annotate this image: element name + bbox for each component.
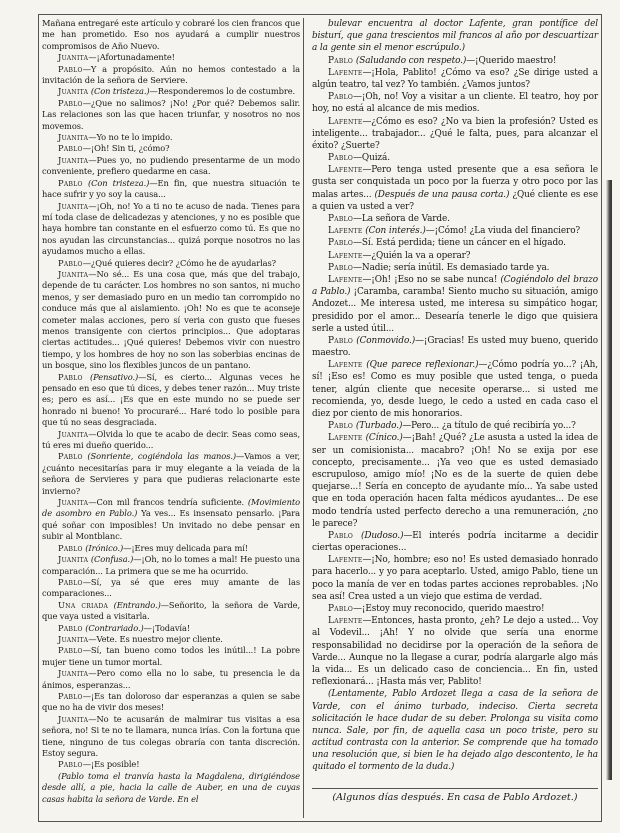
dialogue-text: —Vete. Es nuestro mejor cliente. <box>88 633 223 644</box>
speaker-name: Juanita <box>58 633 89 644</box>
dialogue-text: —Pues yo, no pudiendo presentarme de un modo conveniente, prefiero quedarme en casa. <box>42 154 300 177</box>
speaker-name: Pablo <box>328 421 354 432</box>
speaker-name: Pablo <box>328 92 354 103</box>
dialogue-line <box>42 132 300 143</box>
dialogue-text: —¡No, hombre; eso no! Es usted demasiado honrado para hacerlo... y yo para aceptarlo. Usted, amigo Pablo, tiene un poco la manía de ver en todas partes acciones reprobables. ¡No sea así! Crea usted a un viejo que estima de verdad. <box>312 555 598 602</box>
dialogue-line <box>42 451 300 497</box>
right-column <box>312 18 598 774</box>
dialogue-text: —Pero como ella no lo sabe, tu presencia le da ánimos, esperanzas... <box>42 668 300 690</box>
dialogue-text: —Pero tenga usted presente que a esa señora le gusta ser conquistada un poco por la fuerza y otro poco por las malas artes... <box>312 165 598 200</box>
dialogue-line <box>312 554 598 603</box>
dialogue-line <box>42 86 300 97</box>
speaker-name: Pablo <box>58 257 83 268</box>
speaker-name: Lafente <box>328 67 363 78</box>
dialogue-line <box>42 258 300 269</box>
footer-stage-direction: (Algunos días después. En casa de Pablo Ardozet.) <box>332 792 578 803</box>
dialogue-text: —Y a propósito. Aún no hemos contestado a la invitación de la señora de Serviere. <box>42 63 300 86</box>
dialogue-text: —El interés podría incitarme a decidir ciertas operaciones... <box>312 530 598 554</box>
dialogue-text: —¡Oh, no! Yo a ti no te acuso de nada. Tienes para mí toda clase de delicadezas y atenciones, y no es posible que haya hombre tan constante en el esfuerzo como tú. Es que no nos ayudan las circunstancias... quizá porque nosotros no las ayudamos mucho a ellas. <box>42 200 300 257</box>
paragraph: Mañana entregaré este artículo y cobraré los cien francos que me han prometido. Eso nos ayudará a cumplir nuestros compromisos de Año Nuevo. <box>42 18 300 51</box>
dialogue-text: —Sí, tan bueno como todos les inútil...! La pobre mujer tiene un tumor mortal. <box>42 645 300 667</box>
dialogue-line <box>312 164 598 213</box>
dialogue-line <box>42 577 300 600</box>
speaker-name: Juanita <box>58 428 89 439</box>
dialogue-line <box>312 432 598 530</box>
dialogue-text: —¿Cómo podría yo...? ¡Ah, sí! ¡Eso es! Como es muy posible que usted tenga, o pueda tener, algún cliente que necesite operarse... si usted me recomienda, yo, desde luego, le cedo a usted en cada caso el diez por ciento de mis honorarios. <box>312 360 598 419</box>
dialogue-text: —¡Bah! ¿Qué? ¿Le asusta a usted la idea de ser un comisionista... macabro? ¡Oh! No se exija por ese concepto, precisamente... ¡Ya veo que es usted demasiado escrupuloso, amigo mío! ¡No es de la suerte de quien debe quejarse...! Sería en concepto de ayudante mío... Ya sabe usted que en toda operación hacen falta médicos ayudantes... De ese modo tendría usted perfecto derecho a una remuneración, ¿no le parece? <box>312 433 598 529</box>
dialogue-text: —¿Quién la va a operar? <box>362 250 471 261</box>
dialogue-text: —La señora de Varde. <box>353 214 450 224</box>
dialogue-line <box>42 429 300 452</box>
dialogue-line <box>42 64 300 87</box>
speaker-name: Juanita <box>58 554 89 565</box>
stage-note: (Conmovido.) <box>356 335 416 346</box>
speaker-name: Lafente <box>328 165 363 176</box>
stage-note: (Sonriente, cogiéndola las manos.) <box>87 451 237 462</box>
dialogue-line <box>42 497 300 543</box>
dialogue-text: —En fin, que nuestra situación te hace sufrir y yo soy la causa... <box>42 177 300 200</box>
speaker-name: Juanita <box>58 668 89 679</box>
speaker-name: Pablo <box>58 63 83 74</box>
dialogue-line <box>42 600 300 623</box>
speaker-name: Pablo <box>58 690 83 701</box>
speaker-name: Pablo <box>58 177 83 188</box>
stage-direction: bulevar encuentra al doctor Lafente, gran pontífice del bisturí, que gana trescientos mil francos al año por descuartizar a la gente sin el menor escrúpulo.) <box>312 19 598 54</box>
speaker-name: Pablo <box>58 645 83 656</box>
stage-note: (Que parece reflexionar.) <box>366 360 479 371</box>
dialogue-line <box>312 262 598 274</box>
dialogue-text: —¡Hola, Pablito! ¿Cómo va eso? ¿Se dirige usted a algún teatro, tal vez? Yo también. ¿Vamos juntos? <box>312 67 598 90</box>
dialogue-text: —Olvida lo que te acabo de decir. Seas como seas, tú eres mi dueño querido... <box>42 428 300 451</box>
speaker-name: Pablo <box>328 238 354 249</box>
stage-note: (Pensativo.) <box>90 371 139 382</box>
dialogue-text: —Pero... ¿a título de qué recibiría yo...? <box>402 421 576 432</box>
dialogue-line <box>42 155 300 178</box>
dialogue-text: —¡Gracias! Es usted muy bueno, querido maestro. <box>312 335 598 359</box>
speaker-name: Juanita <box>58 497 89 508</box>
dialogue-line <box>42 178 300 201</box>
stage-note: (Con tristeza.) <box>90 86 150 97</box>
dialogue-line <box>42 623 300 634</box>
dialogue-text: —Sí. Está perdida; tiene un cáncer en el hígado. <box>353 238 566 249</box>
stage-note: (Con interés.) <box>365 226 426 237</box>
stage-note: (Confusa.) <box>90 554 134 565</box>
dialogue-text: —Quizá. <box>353 153 390 164</box>
speaker-name: Pablo <box>328 214 354 224</box>
dialogue-line <box>312 603 598 615</box>
dialogue-text: —Con mil francos tendría suficiente. <box>88 497 248 508</box>
speaker-name: Pablo <box>58 97 83 108</box>
speaker-name: Pablo <box>58 451 83 462</box>
speaker-name: Pablo <box>328 55 354 66</box>
dialogue-text: —¡Oh! ¡Eso no se sabe nunca! <box>362 274 501 285</box>
dialogue-line <box>312 420 598 432</box>
speaker-name: Lafente <box>328 274 363 285</box>
speaker-name: Pablo <box>328 335 354 346</box>
dialogue-line <box>312 335 598 359</box>
dialogue-text: —¡Oh, no lo tomes a mal! He puesto una comparación... La primera que se me ha ocurrido. <box>42 554 300 576</box>
dialogue-line <box>312 116 598 153</box>
dialogue-text: —¡Oh! Sin ti, ¿cómo? <box>82 143 170 154</box>
dialogue-text: —¡Es tan doloroso dar esperanzas a quien se sabe que no ha de vivir dos meses! <box>42 690 300 713</box>
dialogue-text: —¡Eres muy delicada para mí! <box>123 542 248 553</box>
speaker-name: Juanita <box>58 154 89 165</box>
stage-direction: (Lentamente, Pablo Ardozet llega a casa de la señora de Varde, con el ánimo turbado, indeciso. Cierta secreta solicitación le hace dudar de su deber. Prolonga su visita como nunca. Sale, por fin, de aquella casa un poco triste, pero su actitud contrasta con la anterior. Se comprende que ha tomado una resolución que, si bien le ha dejado algo descontento, le ha quitado el tormento de la duda.) <box>312 689 598 773</box>
speaker-name: Pablo <box>58 371 83 382</box>
dialogue-line <box>312 225 598 237</box>
dialogue-line <box>312 274 598 335</box>
dialogue-text: —Responderemos lo de costumbre. <box>149 86 296 97</box>
dialogue-line <box>42 554 300 577</box>
speaker-name: Lafente <box>328 555 363 566</box>
speaker-name: Lafente <box>328 226 363 237</box>
speaker-name: Pablo <box>58 576 83 587</box>
dialogue-line <box>42 201 300 258</box>
dialogue-line <box>312 359 598 420</box>
dialogue-line <box>42 52 300 63</box>
dialogue-line <box>312 91 598 115</box>
dialogue-text: —¡Es posible! <box>82 759 140 770</box>
speaker-name: Juanita <box>58 713 89 724</box>
dialogue-line <box>42 98 300 132</box>
dialogue-text: —¿Que no salimos? ¡No! ¿Por qué? Debemos salir. Las relaciones son las que hacen triunfar, y nosotros no nos movemos. <box>42 97 300 131</box>
dialogue-text: ¿Qué cliente es ese a quien va usted a ver? <box>312 189 598 212</box>
speaker-name: Pablo <box>328 604 354 614</box>
dialogue-text: —Sí, ya sé que eres muy amante de las comparaciones... <box>42 576 300 599</box>
speaker-name: Lafente <box>328 116 363 127</box>
speaker-name: Pablo <box>58 143 83 154</box>
dialogue-line <box>42 143 300 154</box>
stage-note: (Cínico.) <box>365 433 403 444</box>
stage-note: (Entrando.) <box>113 599 161 610</box>
stage-note: (Dudoso.) <box>360 530 404 541</box>
stage-direction: (Pablo toma el tranvía hasta la Magdalena, dirigiéndose desde allí, a pie, hacia la calle de Auber, en una de cuyas casas habita la señora de Varde. En el <box>42 770 300 804</box>
stage-note: (Turbado.) <box>355 421 403 432</box>
dialogue-text: —Yo no te lo impido. <box>88 132 173 143</box>
dialogue-text: —No sé... Es una cosa que, más que del trabajo, depende de tu carácter. Los hombres no son santos, ni mucho menos, y ser demasiado puro en un medio tan corrompido no conduce más que al aislamiento. ¡Oh! No es que te aconseje cometer malas acciones, pero sí veria con gusto que fueses menos transigente con ciertos principios... Que adoptaras ciertas actitudes... ¡Qué quieres! Debemos vivir con nuestro tiempo, y los hombres de hoy no son las soberbias encinas de un bosque, sino los flexibles juncos de un pantano. <box>42 268 300 371</box>
dialogue-text: ¡Caramba, caramba! Siento mucho su situación, amigo Andozet... Me interesa usted, me interesa su simpático hogar, presidido por el amor... Desearía tenerle le digo que quisiera serle a usted útil... <box>312 287 598 334</box>
speaker-name: Pablo <box>58 759 83 770</box>
stage-note: (Movimiento de asombro en Pablo.) <box>42 497 300 519</box>
dialogue-line <box>312 530 598 554</box>
dialogue-text: —¡Oh, no! Voy a visitar a un cliente. El teatro, hoy por hoy, no está al alcance de mis medios. <box>312 92 598 115</box>
stage-note: (Contrariado.) <box>85 622 144 633</box>
speaker-name: Pablo <box>328 262 354 273</box>
dialogue-line <box>42 759 300 770</box>
speaker-name: Pablo <box>328 530 354 541</box>
dialogue-line <box>312 213 598 225</box>
speaker-name: Juanita <box>58 86 89 97</box>
dialogue-line <box>312 67 598 91</box>
dialogue-text: —¡Estoy muy reconocido, querido maestro! <box>353 604 545 614</box>
stage-note: (Después de una pausa corta.) <box>374 189 510 200</box>
speaker-name: Juanita <box>58 268 89 279</box>
dialogue-text: Ya ves... Es insensato pensarlo. ¡Para qué soñar con imposibles! Un invitado no debe pensar en subir al Montblanc. <box>42 508 300 542</box>
dialogue-text: —Señorito, la señora de Varde, que vaya usted a visitarla. <box>42 599 301 622</box>
dialogue-text: —Vamos a ver, ¿cuánto necesitarías para ir muy elegante a la veiada de la señora de Servieres y para que pudieras relacionarte este invierno? <box>42 451 300 496</box>
dialogue-line <box>42 668 300 691</box>
dialogue-line <box>42 645 300 668</box>
dialogue-text: —¡Afortunadamente! <box>88 52 175 63</box>
speaker-name: Juanita <box>58 52 89 63</box>
dialogue-line <box>42 269 300 372</box>
speaker-name: Juanita <box>58 132 89 143</box>
dialogue-line <box>42 543 300 554</box>
dialogue-text: —¡Todavía! <box>143 622 191 633</box>
dialogue-line <box>42 691 300 714</box>
left-column <box>42 18 300 805</box>
dialogue-line <box>42 634 300 645</box>
dialogue-line <box>312 615 598 688</box>
dialogue-line <box>42 714 300 760</box>
speaker-name: Lafente <box>328 360 363 371</box>
speaker-name: Lafente <box>328 250 363 261</box>
stage-note: (Saludando con respeto.) <box>355 55 467 66</box>
dialogue-line <box>312 237 598 249</box>
stage-note: (Cogiéndolo del brazo a Pablo.) <box>312 274 599 298</box>
stage-note: (Con tristeza.) <box>87 177 150 188</box>
speaker-name: Pablo <box>328 153 354 164</box>
column-divider <box>303 18 304 818</box>
page-edge-shadow <box>606 180 612 780</box>
dialogue-text: —No te acusarán de malmirar tus visitas a esa señora, no! Si te no te llamara, nunca irías. Con la fortuna que tiene, ninguno de tus colegas obraría con tanta discreción. Estoy segura. <box>42 713 300 758</box>
dialogue-text: —Nadie; sería inútil. Es demasiado tarde ya. <box>353 262 550 273</box>
dialogue-line <box>42 372 300 429</box>
stage-note: (Irónico.) <box>85 542 124 553</box>
dialogue-line <box>312 250 598 262</box>
footer-rule <box>312 788 598 789</box>
dialogue-text: —¡Cómo! ¿La viuda del financiero? <box>425 226 581 237</box>
dialogue-text: —Sí, es cierto... Algunas veces he pensado en eso que tú dices, y debes tener razón... Muy triste es; pero es así... ¡Es que en este mundo no se puede ser honrado ni bueno! Yo procuraré... Haré todo lo posible para que tú no seas desgraciada. <box>42 371 300 428</box>
dialogue-text: —Entonces, hasta pronto, ¿eh? Le dejo a usted... Voy al Vodevil... ¡Ah! Y no olvide que sería una enorme responsabilidad no decidirse por la operación de la señora de Varde... Aunque no la llegase a curar, podría alargarle algo más la vida... Es un delicado caso de conciencia... En fin, usted reflexionará... ¡Hasta más ver, Pablito! <box>312 616 598 688</box>
speaker-name: Lafente <box>328 433 363 444</box>
dialogue-line <box>312 152 598 164</box>
speaker-name: Lafente <box>328 616 363 627</box>
speaker-name: Pablo <box>58 542 83 553</box>
dialogue-text: —¿Cómo es eso? ¿No va bien la profesión? Usted es inteligente... trabajador... ¿Qué le falta, pues, para alcanzar el éxito? ¿Suerte? <box>312 116 598 151</box>
dialogue-text: —¿Qué quieres decir? ¿Cómo he de ayudarlas? <box>82 257 276 268</box>
dialogue-line <box>312 55 598 67</box>
speaker-name: Pablo <box>58 622 83 633</box>
dialogue-text: —¡Querido maestro! <box>466 55 557 66</box>
speaker-name: Juanita <box>58 200 89 211</box>
speaker-name: Una criada <box>58 599 109 610</box>
